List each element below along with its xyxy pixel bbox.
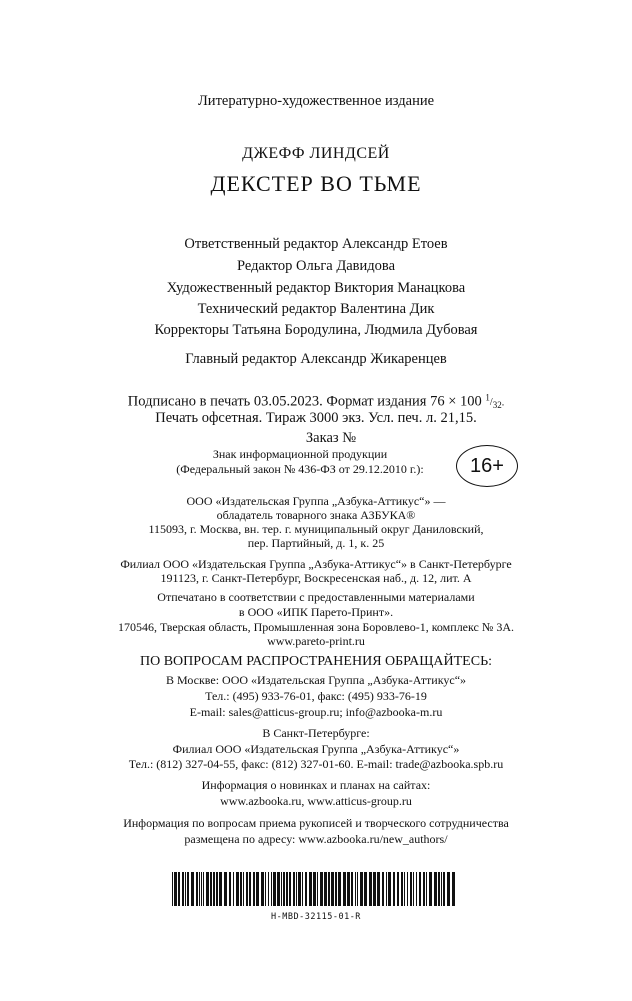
barcode-bar xyxy=(313,872,316,906)
barcode-bar xyxy=(224,872,227,906)
barcode-bar xyxy=(357,872,358,906)
barcode-bar xyxy=(281,872,282,906)
barcode-bar xyxy=(283,872,285,906)
print-details: Печать офсетная. Тираж 3000 экз. Усл. печ. л. 21,15. xyxy=(155,410,477,426)
barcode-bar xyxy=(386,872,387,906)
publisher-line: 115093, г. Москва, вн. тер. г. муниципальный округ Даниловский, xyxy=(148,522,484,536)
manuscripts-link[interactable]: размещена по адресу: www.azbooka.ru/new_authors/ xyxy=(184,832,448,846)
barcode-bar xyxy=(240,872,242,906)
news-links[interactable]: www.azbooka.ru, www.atticus-group.ru xyxy=(220,794,412,808)
barcode-bar xyxy=(324,872,327,906)
barcode-text: H-MBD-32115-01-R xyxy=(271,912,361,922)
barcode-bar xyxy=(213,872,215,906)
barcode-bar xyxy=(401,872,403,906)
barcode-bar xyxy=(187,872,189,906)
barcode-bar xyxy=(296,872,297,906)
barcode-bar xyxy=(364,872,367,906)
barcode-bar xyxy=(416,872,417,906)
barcode-bar xyxy=(343,872,346,906)
moscow-email[interactable]: E-mail: sales@atticus-group.ru; info@azbooka-m.ru xyxy=(189,705,443,719)
barcode-bar xyxy=(441,872,442,906)
barcode-bar xyxy=(377,872,380,906)
barcode-bar xyxy=(423,872,425,906)
barcode-bar xyxy=(305,872,307,906)
credit-line: Редактор Ольга Давидова xyxy=(236,258,396,274)
edition-type: Литературно-художественное издание xyxy=(197,93,435,109)
spb-contact: В Санкт-Петербурге: xyxy=(262,726,370,740)
barcode-bar xyxy=(203,872,204,906)
barcode-bar xyxy=(404,872,405,906)
barcode-bar xyxy=(434,872,437,906)
barcode-bar xyxy=(236,872,239,906)
printer-line: 170546, Тверская область, Промышленная зона Боровлево-1, комплекс № 3А. xyxy=(118,620,514,634)
barcode-bar xyxy=(201,872,202,906)
barcode-bar xyxy=(286,872,288,906)
news-info: Информация о новинках и планах на сайтах: xyxy=(201,778,431,792)
barcode-bar xyxy=(317,872,318,906)
order-number: Заказ № xyxy=(305,430,357,446)
distribution-heading: ПО ВОПРОСАМ РАСПРОСТРАНЕНИЯ ОБРАЩАЙТЕСЬ: xyxy=(140,654,492,669)
barcode-bar xyxy=(360,872,363,906)
barcode-bar xyxy=(338,872,341,906)
barcode-bar xyxy=(426,872,427,906)
barcode-bar xyxy=(413,872,414,906)
spb-contact[interactable]: Тел.: (812) 327-04-55, факс: (812) 327-01-60. E-mail: trade@azbooka.spb.ru xyxy=(128,757,504,771)
barcode-bar xyxy=(388,872,391,906)
barcode-bar xyxy=(178,872,180,906)
barcode-bar xyxy=(253,872,255,906)
printer-line: Отпечатано в соответствии с предоставленными материалами xyxy=(157,590,475,604)
barcode-bar xyxy=(407,872,408,906)
barcode-bar xyxy=(233,872,234,906)
barcode-bar xyxy=(347,872,350,906)
barcode-bar xyxy=(182,872,184,906)
barcode-bar xyxy=(268,872,269,906)
barcode-bar xyxy=(355,872,356,906)
barcode-bar xyxy=(351,872,353,906)
print-signed-text: Подписано в печать 03.05.2023. Формат издания 76 × 100 xyxy=(127,393,482,410)
info-sign-law: (Федеральный закон № 436-ФЗ от 29.12.2010 г.): xyxy=(176,462,424,476)
credit-line: Технический редактор Валентина Дик xyxy=(197,301,435,317)
barcode-bar xyxy=(191,872,194,906)
barcode-bar xyxy=(174,872,177,906)
credit-line: Ответственный редактор Александр Етоев xyxy=(184,236,448,252)
manuscripts-info: Информация по вопросам приема рукописей и творческого сотрудничества xyxy=(123,816,509,830)
barcode-bar xyxy=(328,872,330,906)
barcode-bar xyxy=(452,872,455,906)
info-sign-title: Знак информационной продукции xyxy=(212,447,388,461)
branch-line: 191123, г. Санкт-Петербург, Воскресенская наб., д. 12, лит. А xyxy=(160,571,472,585)
barcode-bar xyxy=(369,872,372,906)
barcode-bar xyxy=(429,872,432,906)
format-denominator: 32 xyxy=(492,400,502,411)
barcode-bar xyxy=(219,872,222,906)
barcode-bar xyxy=(309,872,312,906)
barcode-bar xyxy=(261,872,264,906)
barcode-bar xyxy=(273,872,276,906)
barcode-bar xyxy=(249,872,251,906)
chief-editor: Главный редактор Александр Жикаренцев xyxy=(185,351,447,367)
author-name: ДЖЕФФ ЛИНДСЕЙ xyxy=(242,145,390,162)
moscow-contact: Тел.: (495) 933-76-01, факс: (495) 933-76-19 xyxy=(205,689,427,703)
barcode-bar xyxy=(199,872,200,906)
barcode-bar xyxy=(256,872,259,906)
barcode-bar xyxy=(289,872,291,906)
format-numerator: 1 xyxy=(485,393,490,403)
printer-link[interactable]: www.pareto-print.ru xyxy=(267,634,365,648)
barcode-bar xyxy=(373,872,376,906)
barcode-bar xyxy=(447,872,450,906)
printer-line: в ООО «ИПК Парето-Принт». xyxy=(238,605,394,619)
barcode-bar xyxy=(196,872,198,906)
barcode-bar xyxy=(210,872,212,906)
barcode-bar xyxy=(410,872,412,906)
credit-line: Корректоры Татьяна Бородулина, Людмила Дубовая xyxy=(154,322,478,338)
spb-contact: Филиал ООО «Издательская Группа „Азбука-Аттикус“» xyxy=(172,742,460,756)
barcode-bar xyxy=(335,872,337,906)
barcode-bar xyxy=(271,872,272,906)
format-fraction: $^1/_{32}$ xyxy=(485,393,502,411)
barcode-bar xyxy=(438,872,440,906)
barcode-bar xyxy=(216,872,218,906)
barcode-graphic xyxy=(170,870,460,910)
barcode-bar xyxy=(206,872,209,906)
barcode-bar xyxy=(229,872,231,906)
barcode-bar xyxy=(172,872,173,906)
barcode-bar xyxy=(243,872,244,906)
barcode-bar xyxy=(302,872,303,906)
barcode-bar xyxy=(397,872,399,906)
branch-line: Филиал ООО «Издательская Группа „Азбука-Аттикус“» в Санкт-Петербурге xyxy=(120,557,512,571)
moscow-contact: В Москве: ООО «Издательская Группа „Азбука-Аттикус“» xyxy=(165,673,467,687)
publisher-line: ООО «Издательская Группа „Азбука-Аттикус“» — xyxy=(186,494,446,508)
barcode-bar xyxy=(298,872,301,906)
age-rating-badge: 16+ xyxy=(456,445,518,487)
barcode-bar xyxy=(320,872,323,906)
barcode-bar xyxy=(277,872,280,906)
publisher-line: обладатель товарного знака АЗБУКА® xyxy=(216,508,416,522)
book-title: ДЕКСТЕР ВО ТЬМЕ xyxy=(210,171,422,196)
publisher-line: пер. Партийный, д. 1, к. 25 xyxy=(247,536,385,550)
barcode-bar xyxy=(382,872,384,906)
credit-line: Художественный редактор Виктория Манацкова xyxy=(166,280,466,296)
barcode-bar xyxy=(293,872,295,906)
barcode-bar xyxy=(331,872,334,906)
barcode-bar xyxy=(443,872,445,906)
barcode-bar xyxy=(185,872,186,906)
barcode-bar xyxy=(393,872,395,906)
format-end: . xyxy=(501,397,505,409)
barcode-bar xyxy=(246,872,248,906)
barcode-bar xyxy=(265,872,266,906)
barcode-bar xyxy=(419,872,421,906)
